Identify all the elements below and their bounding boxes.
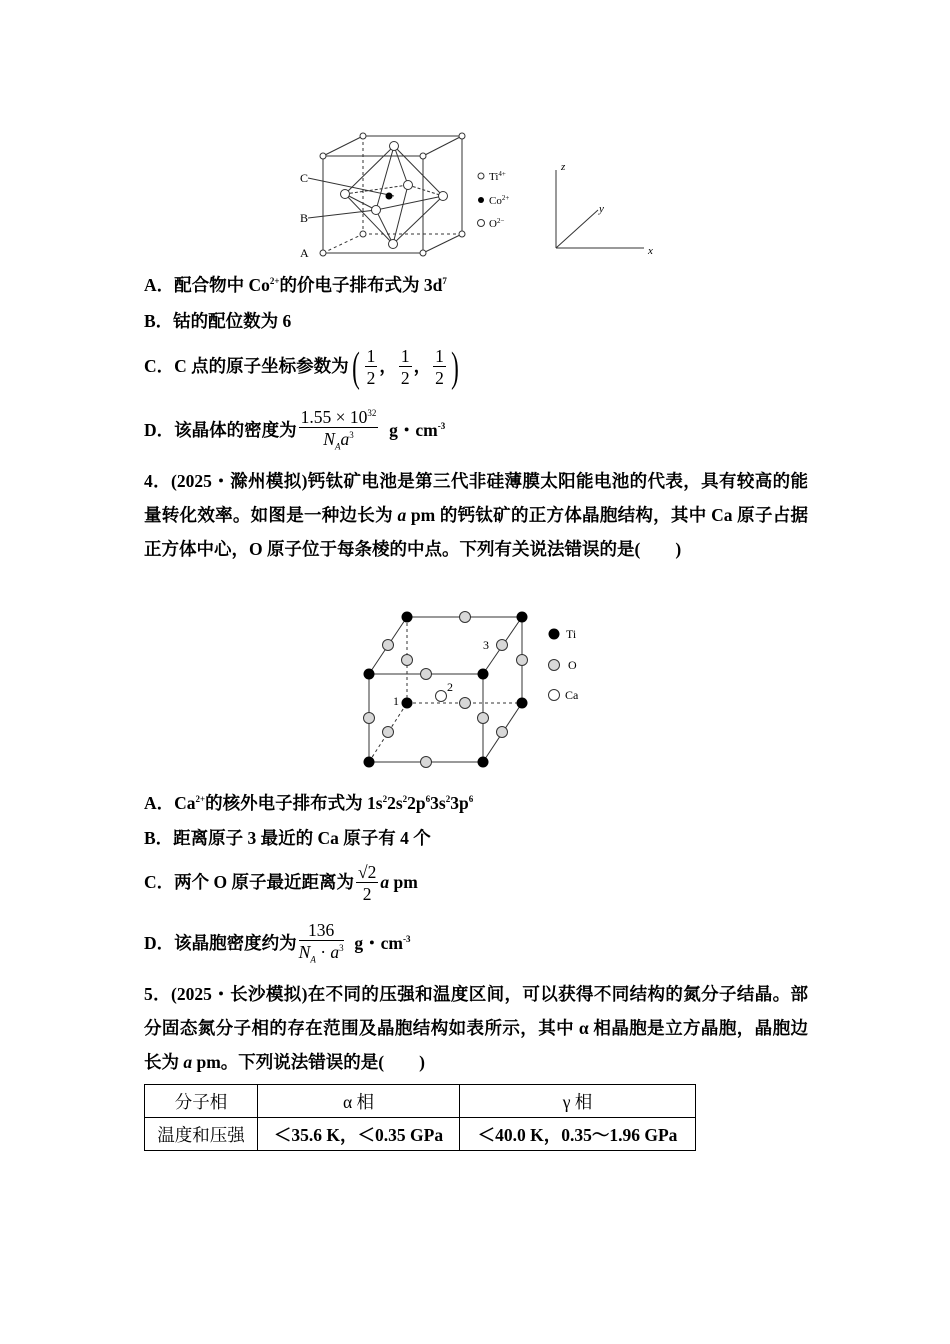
- label-c: C: [300, 171, 309, 185]
- axis-y: y: [599, 203, 604, 215]
- table-cell: 温度和压强: [145, 1118, 258, 1151]
- svg-text:O2−: [489, 217, 504, 230]
- crystal-figure-1: [290, 128, 670, 260]
- legend-ti-4: Ti: [566, 627, 577, 641]
- point-label-3: 3: [483, 638, 489, 652]
- table-cell: ＜40.0 K，0.35～1.96 GPa: [460, 1118, 696, 1151]
- axis-z: z: [561, 161, 566, 173]
- q4-stem: 4．(2025・滁州模拟)钙钛矿电池是第三代非硅薄膜太阳能电池的代表，具有较高的能量转化效率。如图是一种边长为 a pm 的钙钛矿的正方体晶胞结构，其中 Ca 原子占据正方体中心，O 原子位于每条棱的中点。下列有关说法错误的是( ): [144, 471, 808, 559]
- point-label-2: 2: [447, 680, 453, 694]
- q4-option-b[interactable]: B．距离原子 3 最近的 Ca 原子有 4 个: [144, 828, 431, 848]
- legend-co: Co: [489, 195, 502, 207]
- axis-x: x: [648, 245, 653, 257]
- table-header: γ 相: [460, 1085, 696, 1118]
- legend-ti-charge: 4+: [498, 170, 506, 178]
- q4-option-c[interactable]: C．两个 O 原子最近距离为 $\frac{√2}{2}$ a pm: [144, 862, 418, 905]
- table-row: [145, 1118, 696, 1151]
- q3-option-d[interactable]: D．该晶体的密度为 $\frac{1.55 \times 10^{32}}{N_Aa^3}$ g・$cm^{-3}$: [144, 406, 446, 452]
- svg-text:Co2+: [489, 194, 509, 207]
- legend-ca-4: Ca: [565, 688, 579, 702]
- q4-option-a[interactable]: A．$Ca^{2+}$的核外电子排布式为 $1s^22s^22p^63s^23p^6$: [144, 793, 474, 813]
- legend-o: O: [489, 218, 497, 230]
- q3-option-c[interactable]: C．C 点的原子坐标参数为( $\frac{1}{2}$ ， $\frac{1}{2}$ ， $\frac{1}{2}$ ): [144, 344, 459, 391]
- table-cell: ＜35.6 K，＜0.35 GPa: [258, 1118, 460, 1151]
- q4-option-d[interactable]: D．该晶胞密度约为 $\frac{136}{N_A \cdot a^3}$ g・$cm^{-3}$: [144, 919, 411, 965]
- label-b: B: [300, 211, 309, 225]
- perovskite-cell-figure: [355, 605, 595, 770]
- table-header: α 相: [258, 1085, 460, 1118]
- legend-co-charge: 2+: [501, 194, 510, 202]
- q5-stem: 5．(2025・长沙模拟)在不同的压强和温度区间，可以获得不同结构的氮分子结晶。部分固态氮分子相的存在范围及晶胞结构如表所示，其中 α 相晶胞是立方晶胞，晶胞边长为 a pm。下列说法错误的是( ): [144, 984, 808, 1072]
- table-header: 分子相: [145, 1085, 258, 1118]
- legend-o-4: O: [568, 658, 577, 672]
- label-a: A: [300, 246, 309, 260]
- q3-option-b[interactable]: B．钴的配位数为 6: [144, 311, 292, 331]
- legend-ti: Ti: [489, 171, 499, 183]
- table-header-row: [145, 1085, 696, 1118]
- svg-text:Ti4+: [489, 170, 506, 183]
- legend-o-charge: 2−: [496, 217, 505, 225]
- nitrogen-phase-table: [144, 1084, 696, 1151]
- point-label-1: 1: [393, 694, 399, 708]
- q3-option-a[interactable]: A．配合物中 $Co^{2+}$的价电子排布式为 $3d^7$: [144, 275, 447, 295]
